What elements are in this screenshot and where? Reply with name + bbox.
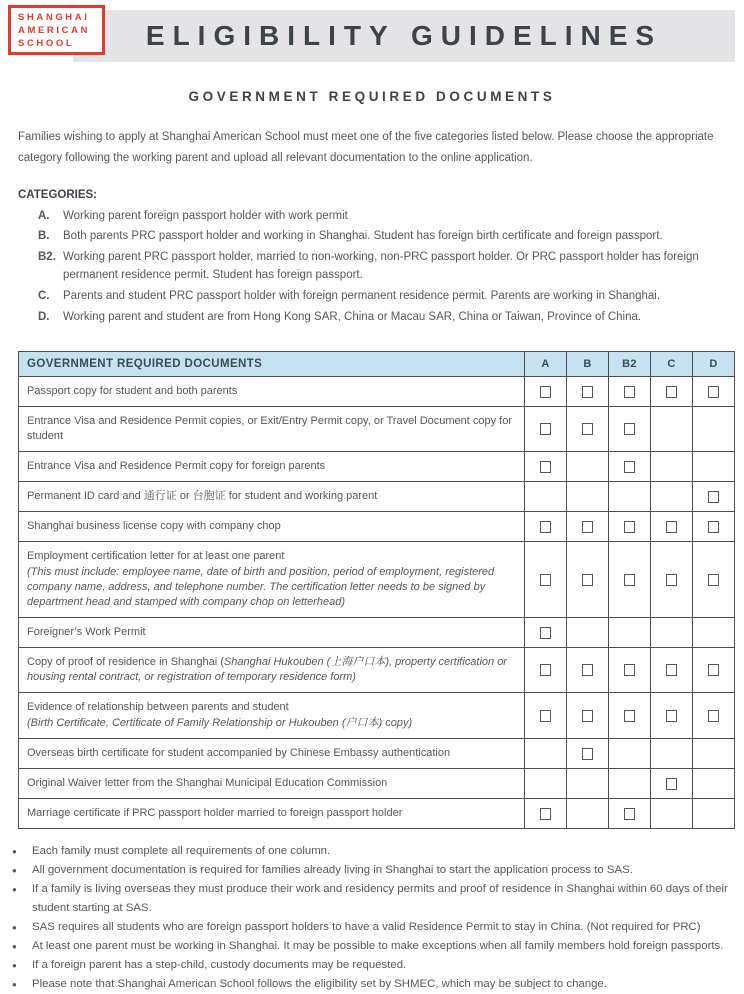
- document-name: Passport copy for student and both parents: [27, 385, 238, 398]
- document-name-cell: [19, 769, 525, 799]
- check-cell-A: [525, 407, 567, 452]
- note-item: [12, 861, 742, 880]
- check-cell-B2: [609, 542, 651, 618]
- checkbox[interactable]: [540, 461, 551, 473]
- checkbox[interactable]: [624, 710, 635, 722]
- check-cell-D: [693, 739, 735, 769]
- check-cell-D: [693, 452, 735, 482]
- table-title-cell: GOVERNMENT REQUIRED DOCUMENTS: [19, 352, 525, 377]
- check-cell-A: [525, 542, 567, 618]
- check-cell-D: [693, 648, 735, 693]
- check-cell-C: [651, 693, 693, 739]
- check-cell-D: [693, 377, 735, 407]
- intro-paragraph: Families wishing to apply at Shanghai American School must meet one of the five categories listed below. Please choose the appropriate category following the working parent and upload all relevant documentation to the online application.: [18, 131, 714, 165]
- check-cell-D: [693, 693, 735, 739]
- bullet-icon: ●: [12, 942, 17, 952]
- category-key: C.: [38, 289, 50, 302]
- table-row: [19, 769, 735, 799]
- documents-table-body: [19, 377, 735, 829]
- document-name-cell: [19, 512, 525, 542]
- note-text: If a family is living overseas they must produce their work and residency permits and proof of residence in Shanghai within 60 days of their student starting at SAS.: [32, 883, 728, 915]
- table-row: [19, 512, 735, 542]
- checkbox[interactable]: [540, 808, 551, 820]
- category-item: [38, 228, 726, 246]
- check-cell-A: [525, 693, 567, 739]
- document-detail: (This must include: employee name, date of birth and position, period of employment, registered company name, address, and telephone number. The certification letter needs to be signed by department head and stamped with company chop on letterhead): [27, 566, 495, 609]
- checkbox[interactable]: [666, 386, 677, 398]
- checkbox[interactable]: [624, 461, 635, 473]
- column-header-A: A: [525, 352, 567, 377]
- checkbox[interactable]: [582, 423, 593, 435]
- note-text: If a foreign parent has a step-child, custody documents may be requested.: [32, 959, 407, 972]
- document-name: Evidence of relationship between parents and student: [27, 701, 289, 714]
- check-cell-C: [651, 618, 693, 648]
- check-cell-D: [693, 512, 735, 542]
- check-cell-C: [651, 512, 693, 542]
- check-cell-B: [567, 542, 609, 618]
- table-row: [19, 452, 735, 482]
- check-cell-B: [567, 407, 609, 452]
- document-name: Copy of proof of residence in Shanghai (: [27, 656, 224, 669]
- bullet-icon: ●: [12, 847, 17, 857]
- page-title: ELIGIBILITY GUIDELINES: [145, 20, 663, 51]
- table-row: [19, 542, 735, 618]
- category-text: Parents and student PRC passport holder with foreign permanent residence permit. Parents are working in Shanghai.: [63, 289, 661, 302]
- category-text: Working parent foreign passport holder with work permit: [63, 209, 348, 222]
- check-cell-A: [525, 739, 567, 769]
- check-cell-A: [525, 799, 567, 829]
- column-header-C: C: [651, 352, 693, 377]
- note-item: [12, 842, 742, 861]
- check-cell-A: [525, 648, 567, 693]
- column-header-B: B: [567, 352, 609, 377]
- check-cell-B2: [609, 799, 651, 829]
- check-cell-B: [567, 799, 609, 829]
- category-key: A.: [38, 209, 50, 222]
- checkbox[interactable]: [582, 748, 593, 760]
- note-item: [12, 956, 742, 975]
- table-row: [19, 693, 735, 739]
- check-cell-A: [525, 512, 567, 542]
- checkbox[interactable]: [624, 808, 635, 820]
- bullet-icon: ●: [12, 923, 17, 933]
- note-item: [12, 975, 742, 994]
- document-name: Shanghai business license copy with company chop: [27, 520, 281, 533]
- check-cell-D: [693, 542, 735, 618]
- check-cell-C: [651, 407, 693, 452]
- bullet-icon: ●: [12, 885, 17, 895]
- category-item: [38, 309, 726, 327]
- check-cell-B2: [609, 512, 651, 542]
- document-name-cell: [19, 542, 525, 618]
- document-name-cell: [19, 618, 525, 648]
- document-detail: Shanghai Hukouben (上海户口本), property certification or housing rental contract, or registration of temporary residence form): [27, 656, 507, 684]
- checkbox[interactable]: [624, 386, 635, 398]
- document-name-cell: [19, 799, 525, 829]
- check-cell-C: [651, 769, 693, 799]
- check-cell-D: [693, 799, 735, 829]
- document-name-cell: [19, 739, 525, 769]
- checkbox[interactable]: [582, 386, 593, 398]
- checkbox[interactable]: [582, 664, 593, 676]
- document-name-cell: [19, 407, 525, 452]
- check-cell-B2: [609, 377, 651, 407]
- table-row: [19, 739, 735, 769]
- checkbox[interactable]: [666, 521, 677, 533]
- checkbox[interactable]: [708, 491, 719, 503]
- checkbox[interactable]: [540, 627, 551, 639]
- check-cell-B2: [609, 739, 651, 769]
- column-header-D: D: [693, 352, 735, 377]
- check-cell-D: [693, 482, 735, 512]
- checkbox[interactable]: [540, 521, 551, 533]
- document-header: [0, 0, 744, 62]
- checkbox[interactable]: [582, 710, 593, 722]
- category-item: [38, 249, 726, 285]
- check-cell-C: [651, 452, 693, 482]
- column-header-B2: B2: [609, 352, 651, 377]
- document-name-cell: [19, 482, 525, 512]
- document-name: Overseas birth certificate for student accompanied by Chinese Embassy authentication: [27, 747, 451, 760]
- note-item: [12, 918, 742, 937]
- check-cell-B: [567, 618, 609, 648]
- check-cell-C: [651, 482, 693, 512]
- document-name: Entrance Visa and Residence Permit copy for foreign parents: [27, 460, 326, 473]
- checkbox[interactable]: [540, 423, 551, 435]
- categories-list: [0, 208, 744, 327]
- category-item: [38, 288, 726, 306]
- checkbox[interactable]: [624, 664, 635, 676]
- check-cell-B2: [609, 769, 651, 799]
- document-name: Entrance Visa and Residence Permit copies, or Exit/Entry Permit copy, or Travel Document copy for student: [27, 415, 513, 443]
- category-key: B.: [38, 230, 50, 243]
- logo-line-1: SHANGHAI: [18, 11, 90, 23]
- document-name: Permanent ID card and 通行证 or 台胞证 for student and working parent: [27, 490, 378, 503]
- document-name-cell: [19, 693, 525, 739]
- documents-table-header-row: [19, 352, 735, 377]
- documents-table: [18, 351, 735, 829]
- bullet-icon: ●: [12, 961, 17, 971]
- check-cell-B2: [609, 618, 651, 648]
- checkbox[interactable]: [708, 521, 719, 533]
- check-cell-B: [567, 739, 609, 769]
- table-row: [19, 648, 735, 693]
- bullet-icon: ●: [12, 980, 17, 990]
- check-cell-A: [525, 618, 567, 648]
- checkbox[interactable]: [708, 710, 719, 722]
- table-row: [19, 377, 735, 407]
- category-key: B2.: [38, 251, 56, 264]
- bullet-icon: ●: [12, 866, 17, 876]
- check-cell-B: [567, 512, 609, 542]
- checkbox[interactable]: [666, 574, 677, 586]
- check-cell-A: [525, 377, 567, 407]
- note-item: [12, 937, 742, 956]
- notes-list: [12, 842, 742, 994]
- table-row: [19, 482, 735, 512]
- check-cell-A: [525, 482, 567, 512]
- category-text: Working parent PRC passport holder, married to non-working, non-PRC passport holder. Or PRC passport holder has foreign permanent residence permit. Student has foreign passport.: [63, 251, 699, 281]
- checkbox[interactable]: [540, 664, 551, 676]
- school-logo: [8, 5, 105, 55]
- checkbox[interactable]: [540, 710, 551, 722]
- check-cell-B2: [609, 693, 651, 739]
- title-banner: [73, 10, 735, 62]
- checkbox[interactable]: [624, 521, 635, 533]
- categories-heading: CATEGORIES:: [18, 188, 98, 201]
- checkbox[interactable]: [666, 664, 677, 676]
- checkbox[interactable]: [582, 521, 593, 533]
- check-cell-B: [567, 452, 609, 482]
- check-cell-B: [567, 648, 609, 693]
- checkbox[interactable]: [624, 423, 635, 435]
- note-item: [12, 880, 742, 918]
- check-cell-D: [693, 769, 735, 799]
- check-cell-C: [651, 739, 693, 769]
- check-cell-A: [525, 452, 567, 482]
- document-name: Marriage certificate if PRC passport holder married to foreign passport holder: [27, 807, 403, 820]
- checkbox[interactable]: [540, 386, 551, 398]
- checkbox[interactable]: [666, 710, 677, 722]
- note-text: At least one parent must be working in Shanghai. It may be possible to make exceptions when all family members hold foreign passports.: [32, 940, 724, 953]
- note-text: SAS requires all students who are foreign passport holders to have a valid Residence Permit to stay in China. (Not required for PRC): [32, 921, 701, 934]
- checkbox[interactable]: [708, 574, 719, 586]
- checkbox[interactable]: [624, 574, 635, 586]
- page-subtitle: GOVERNMENT REQUIRED DOCUMENTS: [188, 89, 556, 104]
- document-name: Employment certification letter for at least one parent: [27, 550, 285, 563]
- category-text: Both parents PRC passport holder and working in Shanghai. Student has foreign birth certificate and foreign passport.: [63, 230, 663, 243]
- category-key: D.: [38, 310, 50, 323]
- check-cell-B: [567, 377, 609, 407]
- category-text: Working parent and student are from Hong Kong SAR, China or Macau SAR, China or Taiwan, Province of China.: [63, 310, 642, 323]
- check-cell-B2: [609, 407, 651, 452]
- note-text: Each family must complete all requirements of one column.: [32, 845, 331, 858]
- check-cell-B: [567, 769, 609, 799]
- table-row: [19, 799, 735, 829]
- document-name-cell: [19, 648, 525, 693]
- check-cell-B2: [609, 482, 651, 512]
- checkbox[interactable]: [708, 386, 719, 398]
- checkbox[interactable]: [582, 574, 593, 586]
- category-item: [38, 208, 726, 226]
- note-text: All government documentation is required for families already living in Shanghai to start the application process to SAS.: [32, 864, 633, 877]
- logo-line-2: AMERICAN: [18, 24, 90, 36]
- document-name-cell: [19, 377, 525, 407]
- document-name: Foreigner’s Work Permit: [27, 626, 146, 639]
- check-cell-C: [651, 542, 693, 618]
- check-cell-B: [567, 482, 609, 512]
- check-cell-C: [651, 648, 693, 693]
- checkbox[interactable]: [540, 574, 551, 586]
- document-name: Original Waiver letter from the Shanghai Municipal Education Commission: [27, 777, 388, 790]
- table-row: [19, 618, 735, 648]
- check-cell-C: [651, 377, 693, 407]
- check-cell-A: [525, 769, 567, 799]
- logo-line-3: SCHOOL: [18, 37, 75, 49]
- check-cell-C: [651, 799, 693, 829]
- check-cell-B2: [609, 648, 651, 693]
- checkbox[interactable]: [666, 778, 677, 790]
- check-cell-B2: [609, 452, 651, 482]
- note-text: Please note that Shanghai American School follows the eligibility set by SHMEC, which may be subject to change.: [32, 978, 607, 991]
- check-cell-D: [693, 407, 735, 452]
- check-cell-B: [567, 693, 609, 739]
- table-row: [19, 407, 735, 452]
- document-detail: (Birth Certificate, Certificate of Family Relationship or Hukouben (户口本) copy): [27, 717, 413, 730]
- document-name-cell: [19, 452, 525, 482]
- checkbox[interactable]: [708, 664, 719, 676]
- check-cell-D: [693, 618, 735, 648]
